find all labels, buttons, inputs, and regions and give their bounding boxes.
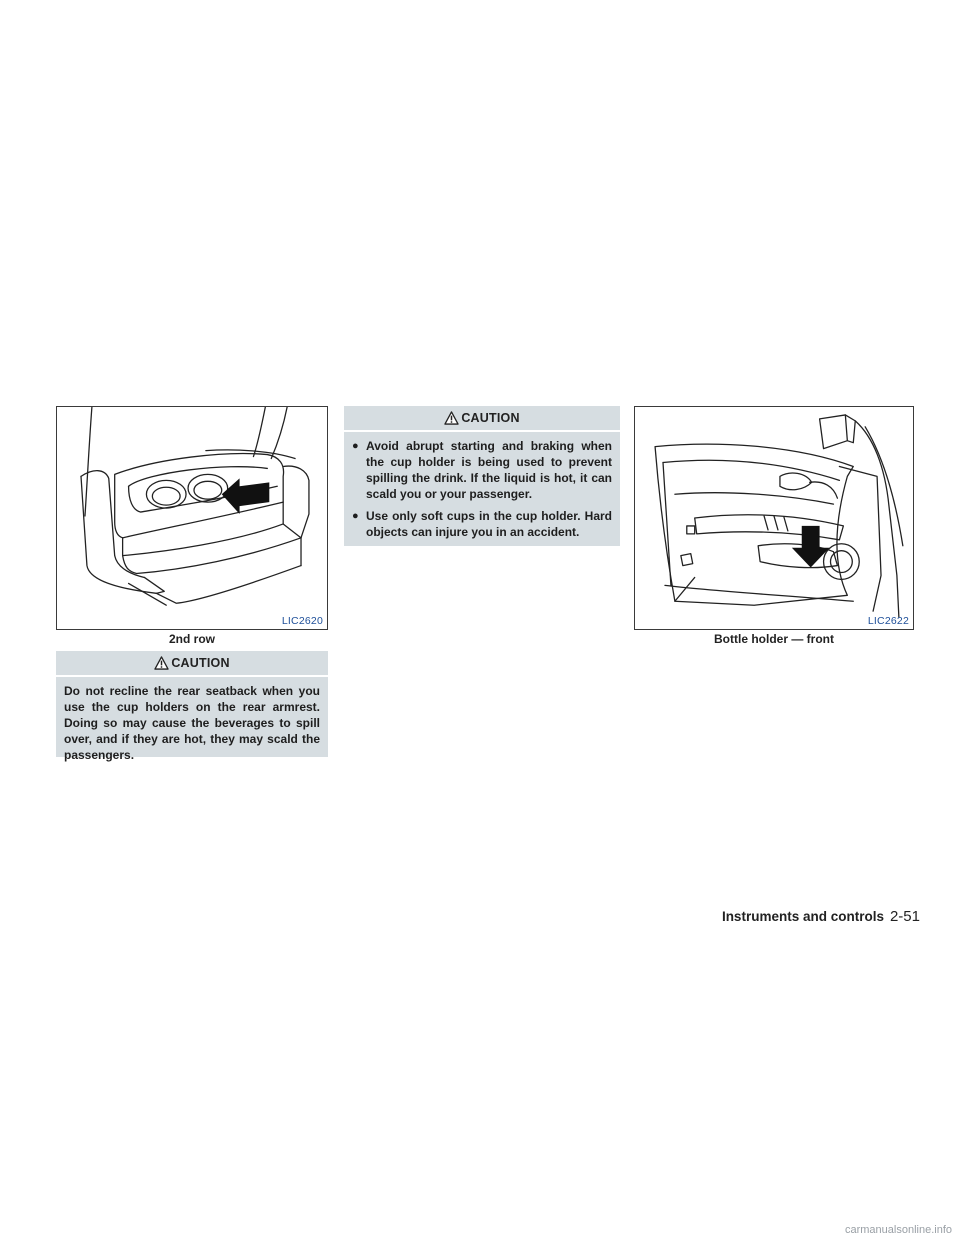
caution-text: Do not recline the rear seatback when you use the cup holders on the rear armrest. Doing so may cause the beverages to spill over, and if they are hot, they may scald the passengers. [64, 684, 320, 762]
bullet-icon: ● [352, 510, 359, 522]
arrow-left-icon [222, 478, 270, 514]
bullet-icon: ● [352, 440, 359, 452]
caution-box-middle [344, 406, 620, 546]
figure-code: LIC2620 [281, 615, 323, 627]
caution-title: CAUTION [171, 656, 230, 670]
caution-bullet-item [352, 438, 612, 502]
caution-title: CAUTION [461, 411, 520, 425]
caution-bullet-text: Use only soft cups in the cup holder. Hard objects can injure you in an accident. [366, 509, 612, 539]
warning-triangle-icon [154, 656, 169, 670]
caution-bullet-text: Avoid abrupt starting and braking when the cup holder is being used to prevent spilling the drink. If the liquid is hot, it can scald you or your passenger. [366, 439, 612, 501]
page-number: 2-51 [889, 908, 920, 925]
armrest-cup-holder-illustration [57, 407, 327, 629]
caution-bullet-item [352, 508, 612, 540]
page-footer [722, 908, 920, 925]
caution-header [56, 651, 328, 677]
watermark-text: carmanualsonline.info [844, 1224, 952, 1236]
caution-body [56, 677, 328, 771]
figure-bottle-holder [634, 406, 914, 630]
figure-code: LIC2622 [867, 615, 909, 627]
door-bottle-holder-illustration [635, 407, 913, 629]
section-title: Instruments and controls [721, 909, 884, 924]
caution-header [344, 406, 620, 432]
figure-caption: 2nd row [168, 632, 215, 646]
warning-triangle-icon [444, 411, 459, 425]
figure-2nd-row [56, 406, 328, 630]
figure-caption: Bottle holder — front [714, 632, 834, 646]
caution-box-left [56, 651, 328, 762]
caution-body [344, 432, 620, 554]
